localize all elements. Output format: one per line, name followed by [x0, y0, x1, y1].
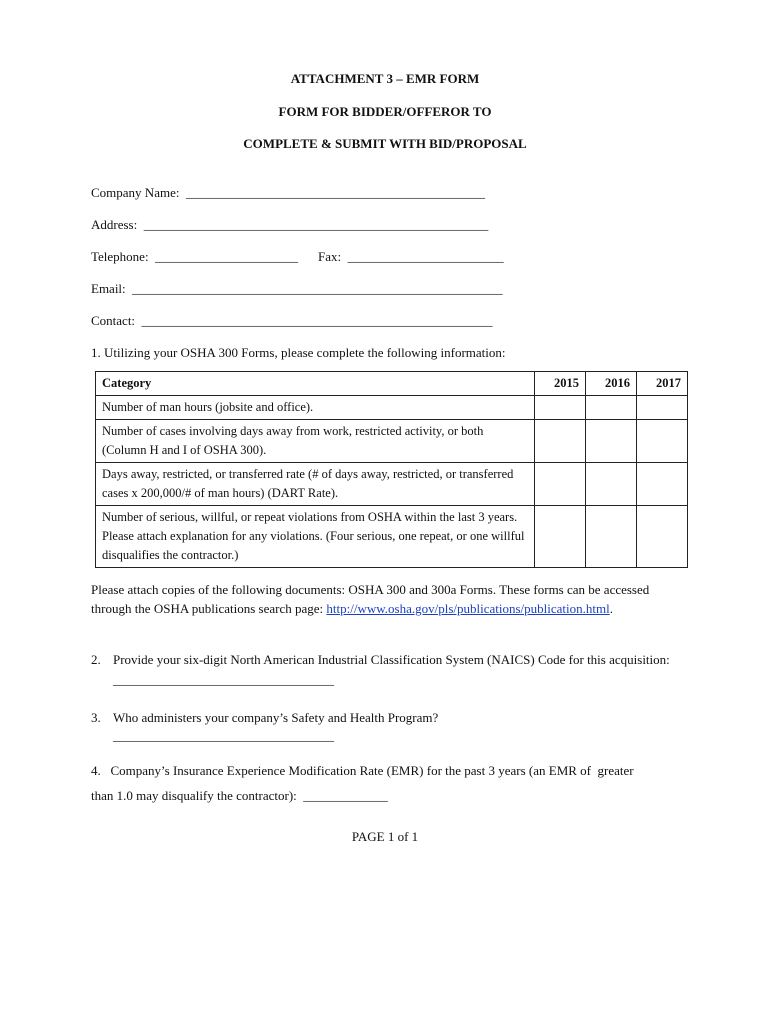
osha-publications-link[interactable]: http://www.osha.gov/pls/publications/publication.html	[326, 601, 610, 616]
row-label: Number of man hours (jobsite and office).	[96, 396, 535, 420]
row-label: Number of cases involving days away from work, restricted activity, or both (Column H and I of OSHA 300).	[96, 420, 535, 463]
header-2017: 2017	[637, 372, 688, 396]
form-subtitle: FORM FOR BIDDER/OFFEROR TO	[278, 104, 492, 119]
item-2-number: 2.	[91, 652, 101, 667]
contact-field[interactable]: Contact: ______________________________________________________	[91, 313, 493, 328]
table-row	[96, 463, 688, 506]
row-label: Days away, restricted, or transferred rate (# of days away, restricted, or transferred cases x 200,000/# of man hours) (DART Rate).	[96, 463, 535, 506]
header-category: Category	[96, 372, 535, 396]
table-row	[96, 396, 688, 420]
cell-2015[interactable]	[535, 506, 586, 568]
cell-2015[interactable]	[535, 420, 586, 463]
page-number: PAGE 1 of 1	[351, 829, 419, 844]
section1-intro: 1. Utilizing your OSHA 300 Forms, please complete the following information:	[91, 345, 506, 360]
emr-question: 4. Company’s Insurance Experience Modification Rate (EMR) for the past 3 years (an EMR of greater	[91, 763, 634, 778]
form-subtitle-2: COMPLETE & SUBMIT WITH BID/PROPOSAL	[243, 136, 527, 151]
attach-period: .	[609, 601, 613, 616]
safety-program-question: Who administers your company’s Safety and Health Program?	[113, 710, 439, 725]
cell-2016[interactable]	[586, 463, 637, 506]
company-name-field[interactable]: Company Name: ______________________________________________	[91, 185, 485, 200]
cell-2017[interactable]	[637, 396, 688, 420]
safety-program-answer-field[interactable]: __________________________________	[113, 728, 334, 743]
fax-field[interactable]: Fax: ________________________	[318, 249, 504, 264]
header-2016: 2016	[586, 372, 637, 396]
cell-2015[interactable]	[535, 396, 586, 420]
attachment-title: ATTACHMENT 3 – EMR FORM	[290, 71, 480, 86]
cell-2015[interactable]	[535, 463, 586, 506]
row-label: Number of serious, willful, or repeat violations from OSHA within the last 3 years. Please attach explanation for any violations. (Four serious, one repeat, or one willful disqualifies the contractor.)	[96, 506, 535, 568]
cell-2016[interactable]	[586, 506, 637, 568]
table-row	[96, 420, 688, 463]
emr-answer-field[interactable]: than 1.0 may disqualify the contractor): _____________	[91, 788, 388, 803]
email-field[interactable]: Email: _________________________________________________________	[91, 281, 503, 296]
table-row	[96, 506, 688, 568]
cell-2017[interactable]	[637, 506, 688, 568]
address-field[interactable]: Address: _____________________________________________________	[91, 217, 489, 232]
telephone-field[interactable]: Telephone: ______________________	[91, 249, 299, 264]
attach-paragraph	[91, 580, 651, 618]
item-3-number: 3.	[91, 710, 101, 725]
table-header-row	[96, 372, 688, 396]
header-2015: 2015	[535, 372, 586, 396]
cell-2017[interactable]	[637, 420, 688, 463]
naics-question[interactable]: Provide your six-digit North American Industrial Classification System (NAICS) Code for this acquisition: __________________________________	[113, 652, 670, 687]
osha-table	[95, 371, 688, 568]
cell-2016[interactable]	[586, 420, 637, 463]
cell-2016[interactable]	[586, 396, 637, 420]
attach-text: Please attach copies of the following documents: OSHA 300 and 300a Forms. These forms can be accessed through the OSHA publications search page:	[91, 582, 650, 616]
cell-2017[interactable]	[637, 463, 688, 506]
